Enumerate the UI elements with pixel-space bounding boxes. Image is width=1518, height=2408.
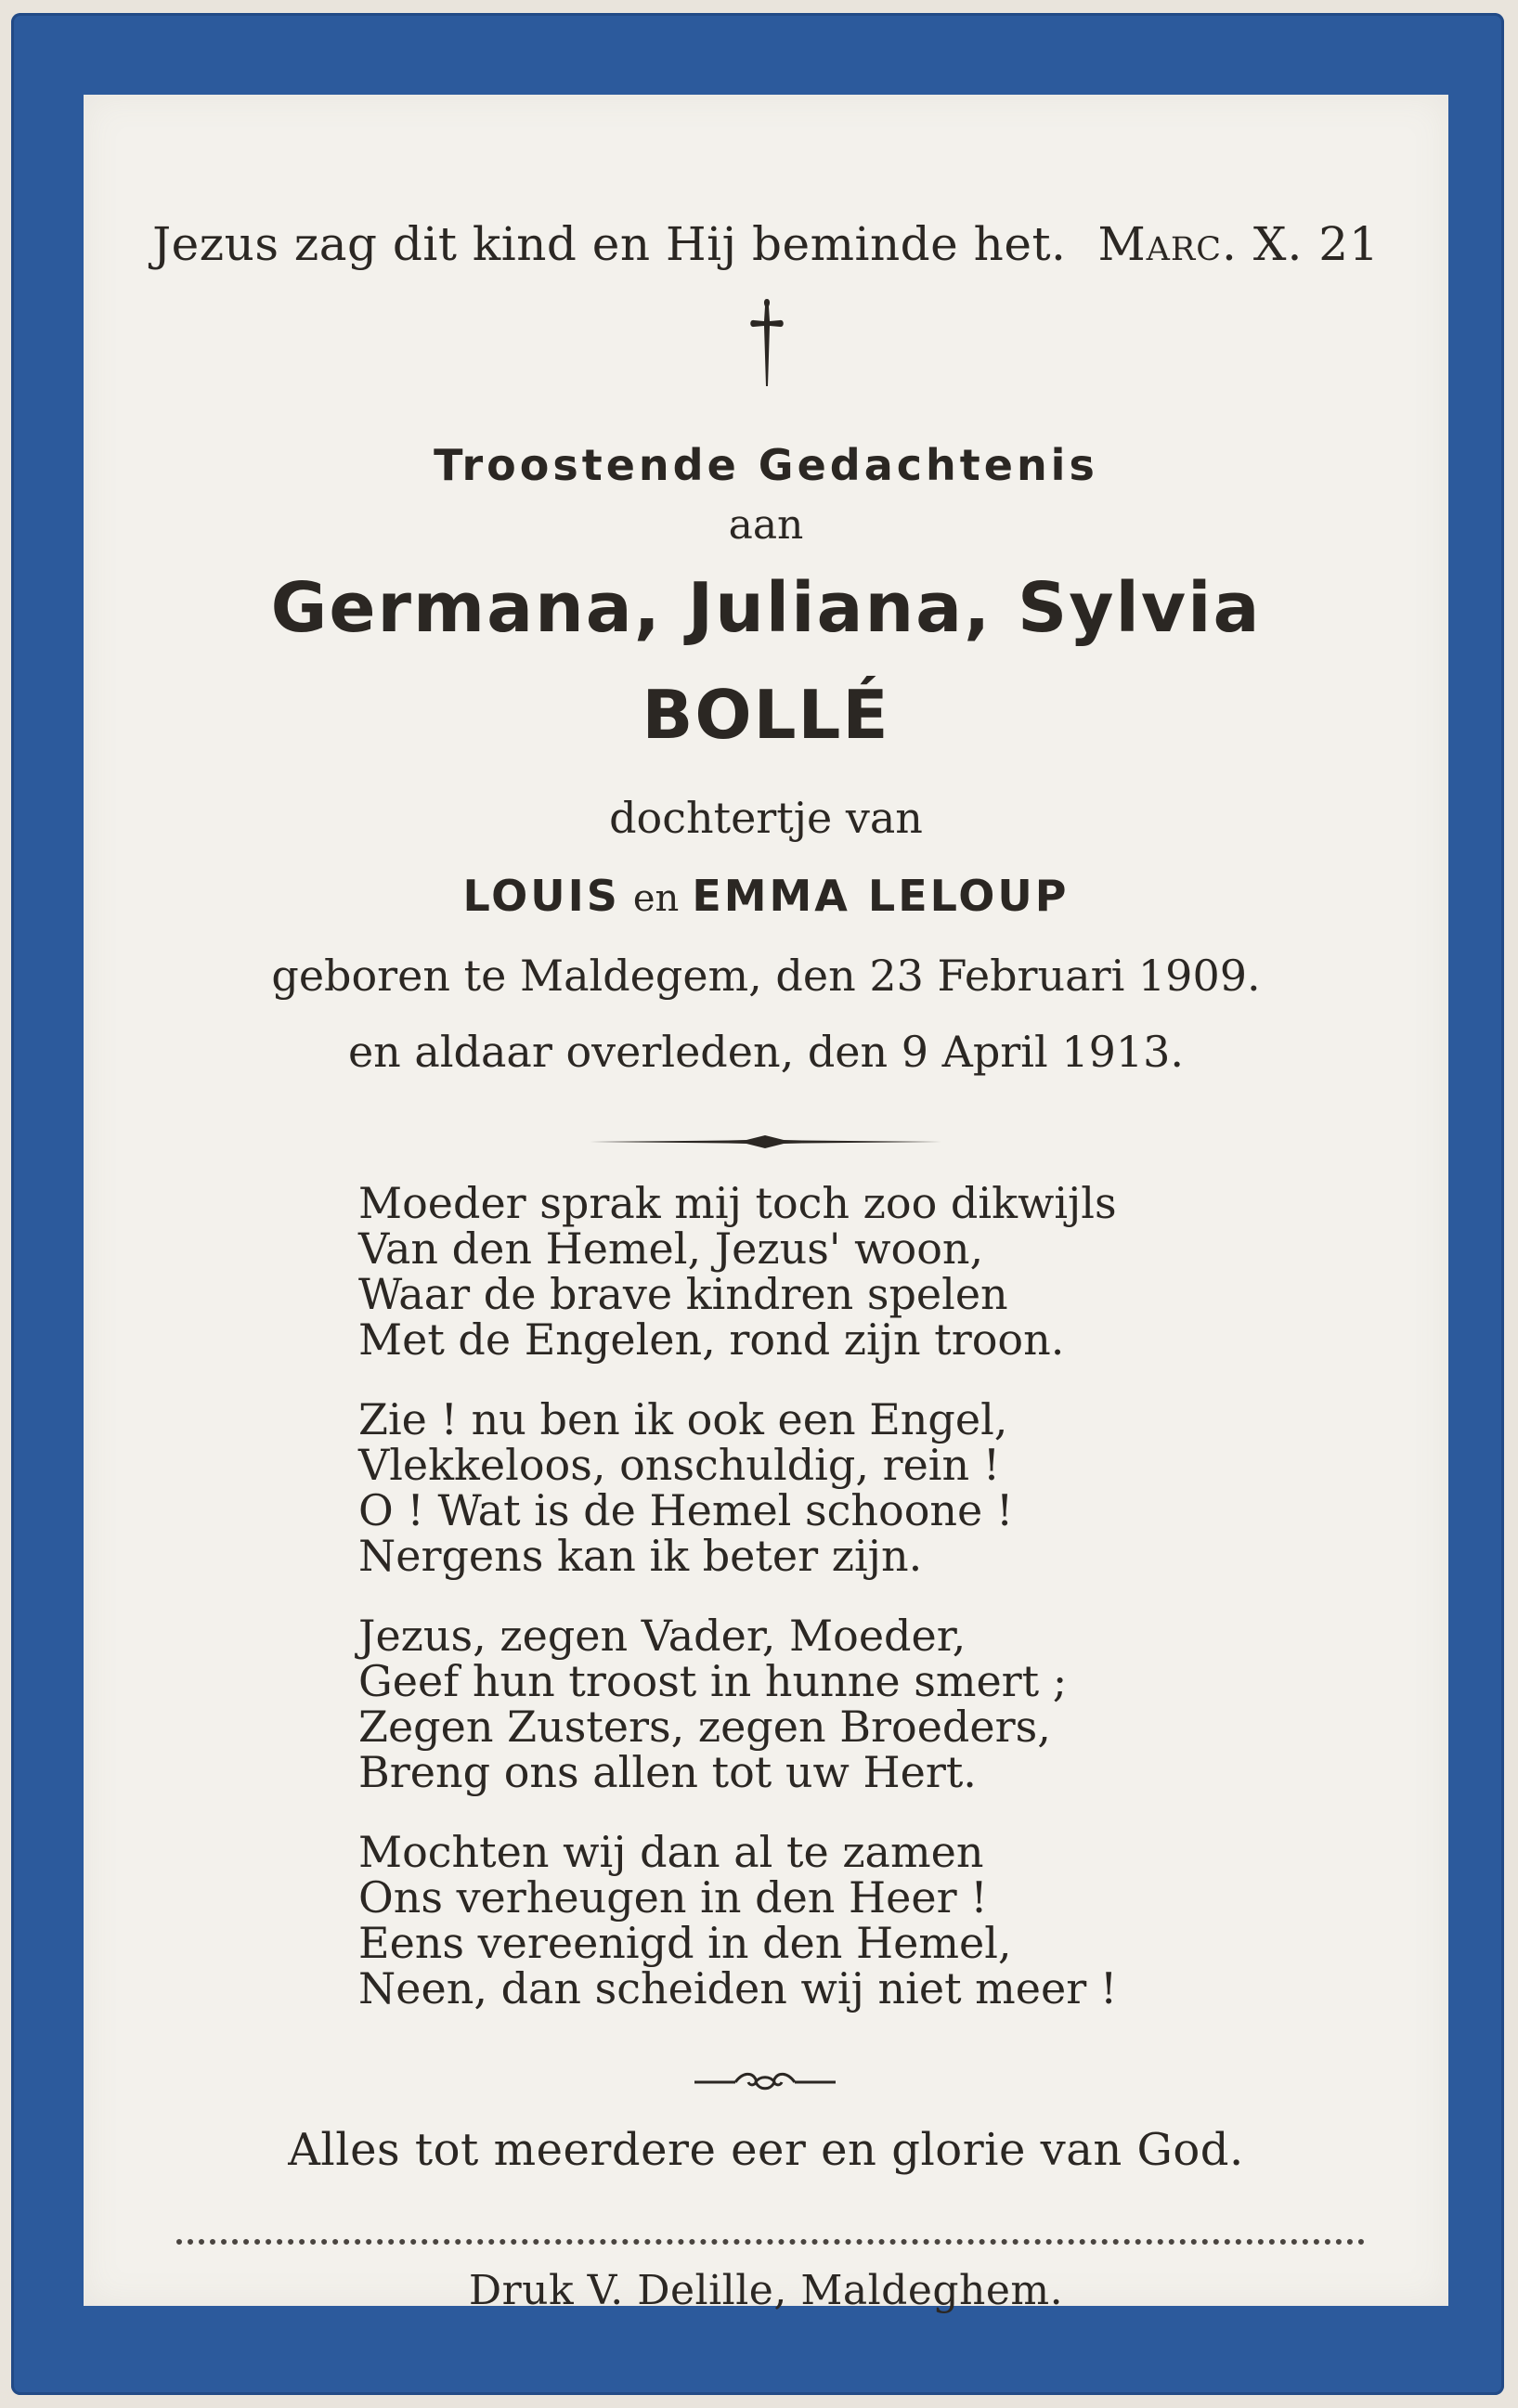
relation-text: dochtertje van bbox=[609, 793, 923, 843]
birth-line: geboren te Maldegem, den 23 Februari 1909. bbox=[271, 951, 1261, 1001]
card-paper bbox=[84, 95, 1448, 2314]
printer-credit: Druk V. Delille, Maldeghem. bbox=[468, 2267, 1064, 2314]
poem-stanza bbox=[358, 1827, 1118, 2013]
poem-stanza bbox=[358, 1394, 1117, 1581]
poem-line: Mochten wij dan al te zamen bbox=[358, 1827, 984, 1877]
cross-icon bbox=[748, 297, 785, 390]
epigraph-reference: Marc. X. 21 bbox=[1097, 217, 1380, 271]
poem-line: Jezus, zegen Vader, Moeder, bbox=[358, 1611, 967, 1661]
ornamental-rule bbox=[589, 1133, 941, 1151]
poem-line: Van den Hemel, Jezus' woon, bbox=[358, 1223, 984, 1274]
poem-line: Zegen Zusters, zegen Broeders, bbox=[358, 1702, 1051, 1752]
poem-line: Met de Engelen, rond zijn troon. bbox=[358, 1314, 1065, 1365]
father-name: LOUIS bbox=[462, 871, 620, 921]
dotted-divider bbox=[176, 2239, 1365, 2245]
fleuron-ornament bbox=[691, 2068, 839, 2096]
poem-line: Eens vereenigd in den Hemel, bbox=[358, 1918, 1012, 1968]
death-line: en aldaar overleden, den 9 April 1913. bbox=[347, 1027, 1185, 1077]
poem-line: Vlekkeloos, onschuldig, rein ! bbox=[358, 1440, 1001, 1490]
poem-line: Ons verheugen in den Heer ! bbox=[358, 1872, 988, 1923]
poem-line: O ! Wat is de Hemel schoone ! bbox=[358, 1485, 1014, 1535]
parents-conjunction: en bbox=[632, 877, 680, 920]
poem-line: Nergens kan ik beter zijn. bbox=[358, 1531, 923, 1581]
closing-line: Alles tot meerdere eer en glorie van God. bbox=[288, 2124, 1244, 2176]
preposition: aan bbox=[728, 501, 804, 549]
poem-line: Zie ! nu ben ik ook een Engel, bbox=[358, 1394, 1008, 1444]
deceased-given-names: Germana, Juliana, Sylvia bbox=[270, 568, 1262, 648]
parents-line bbox=[84, 871, 1448, 921]
poem-line: Moeder sprak mij toch zoo dikwijls bbox=[358, 1178, 1117, 1228]
memorial-card bbox=[11, 13, 1504, 2395]
poem-line: Breng ons allen tot uw Hert. bbox=[358, 1747, 977, 1797]
memorial-heading: Troostende Gedachtenis bbox=[434, 440, 1098, 490]
poem-line: Geef hun troost in hunne smert ; bbox=[358, 1656, 1068, 1706]
poem-stanza bbox=[358, 1178, 1117, 1365]
mother-name: EMMA LELOUP bbox=[692, 871, 1070, 921]
poem-line: Waar de brave kindren spelen bbox=[358, 1269, 1008, 1319]
poem-stanza bbox=[358, 1613, 1117, 1795]
poem-line: Neen, dan scheiden wij niet meer ! bbox=[358, 1963, 1118, 2013]
epigraph-text: Jezus zag dit kind en Hij beminde het. bbox=[152, 217, 1067, 271]
bible-epigraph bbox=[84, 217, 1448, 271]
deceased-surname: BOLLÉ bbox=[642, 676, 890, 754]
poem bbox=[358, 1178, 1118, 2046]
